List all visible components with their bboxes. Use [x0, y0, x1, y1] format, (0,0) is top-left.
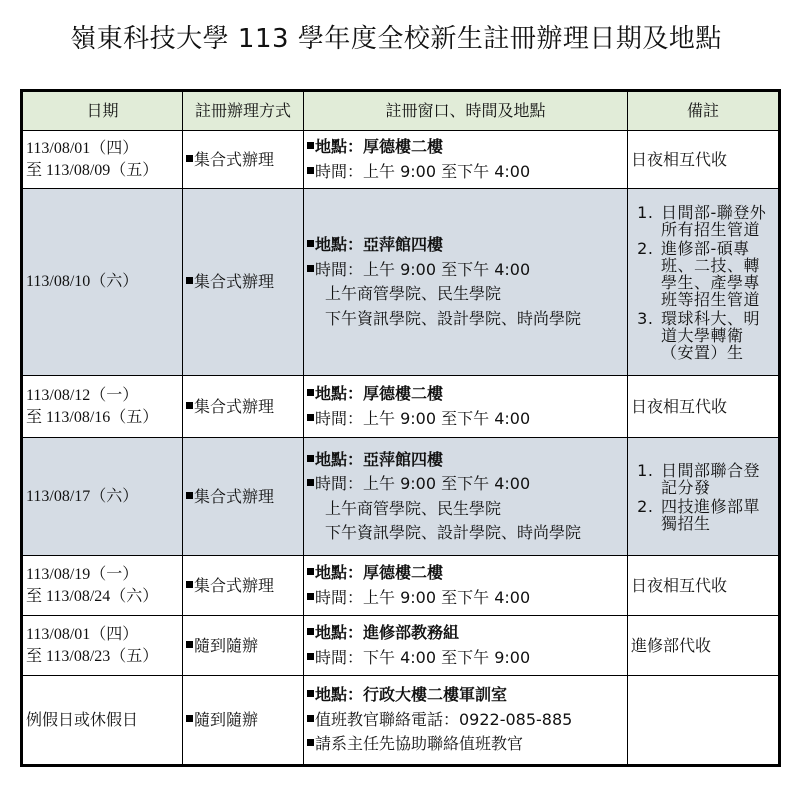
header-date: 日期: [22, 91, 183, 131]
location-text: 行政大樓二樓軍訓室: [363, 685, 508, 705]
time-line: [307, 586, 624, 611]
bullet-square-icon: [186, 155, 193, 162]
date-end: 至 113/08/24（六）: [26, 587, 159, 605]
time-text: 時間：上午 9:00 至下午 4:00: [315, 161, 531, 181]
bullet-square-icon: [307, 389, 314, 396]
note-cell: [628, 189, 780, 376]
method-text: 集合式辦理: [194, 486, 275, 506]
method-text: 隨到隨辦: [194, 635, 259, 655]
location-cell: [304, 376, 628, 438]
method-text: 集合式辦理: [194, 272, 275, 291]
instruction-text: 請系主任先協助聯絡值班教官: [315, 734, 524, 754]
bullet-square-icon: [186, 492, 193, 499]
note-item: 2. 進修部-碩專班、二技、轉學生、產學專班等招生管道: [659, 240, 775, 308]
method-text: 集合式辦理: [194, 575, 275, 595]
time-line: [307, 472, 624, 497]
table-row: [22, 376, 780, 438]
bullet-square-icon: [307, 739, 314, 746]
instruction-line: [307, 732, 624, 757]
table-row: [22, 189, 780, 376]
schedule-afternoon: 下午資訊學院、設計學院、時尚學院: [325, 308, 582, 328]
method-text: 集合式辦理: [194, 396, 275, 416]
bullet-square-icon: [186, 581, 193, 588]
location-line: [307, 135, 624, 160]
date-start: 113/08/12（一）: [26, 386, 139, 404]
date-cell: [22, 556, 183, 616]
bullet-square-icon: [307, 653, 314, 660]
header-notes: 備註: [628, 91, 780, 131]
location-line: [307, 233, 624, 258]
location-line: [307, 561, 624, 586]
date-cell: [22, 376, 183, 438]
note-cell: [628, 676, 780, 766]
date-start: 113/08/01（四）: [26, 625, 139, 643]
location-cell: [304, 189, 628, 376]
phone-text: 值班教官聯絡電話：0922-085-885: [315, 709, 573, 729]
location-label: 地點：: [315, 563, 364, 582]
location-label: 地點：: [315, 449, 364, 469]
note-cell: 日夜相互代收: [628, 131, 780, 189]
bullet-square-icon: [307, 715, 314, 722]
note-cell: 日夜相互代收: [628, 376, 780, 438]
location-text: 厚德樓二樓: [363, 384, 444, 403]
method-cell: [183, 376, 304, 438]
method-cell: [183, 556, 304, 616]
bullet-square-icon: [307, 455, 314, 462]
location-label: 地點：: [315, 623, 364, 642]
time-text: 時間：上午 9:00 至下午 4:00: [315, 408, 531, 428]
date-cell: 例假日或休假日: [22, 676, 183, 766]
location-cell: [304, 616, 628, 676]
location-text: 厚德樓二樓: [363, 137, 444, 156]
method-cell: [183, 616, 304, 676]
date-end: 至 113/08/09（五）: [26, 161, 159, 179]
time-line: [307, 407, 624, 432]
note-item: 1. 日間部-聯登外所有招生管道: [659, 204, 775, 238]
table-row: [22, 438, 780, 556]
location-text: 進修部教務組: [363, 623, 460, 642]
bullet-square-icon: [307, 240, 314, 247]
date-start: 113/08/17（六）: [26, 487, 139, 505]
location-label: 地點：: [315, 137, 364, 156]
location-label: 地點：: [315, 384, 364, 403]
method-text: 隨到隨辦: [194, 710, 259, 729]
method-cell: [183, 131, 304, 189]
phone-line: [307, 708, 624, 733]
location-cell: [304, 438, 628, 556]
table-header-row: [22, 91, 780, 131]
header-method: 註冊辦理方式: [183, 91, 304, 131]
method-cell: [183, 676, 304, 766]
bullet-square-icon: [186, 715, 193, 722]
method-text: 集合式辦理: [194, 149, 275, 169]
date-end: 至 113/08/16（五）: [26, 408, 159, 426]
time-text: 時間：上午 9:00 至下午 4:00: [315, 587, 531, 607]
note-item: 3. 環球科大、明道大學轉衛（安置）生: [659, 310, 775, 361]
date-start: 113/08/01（四）: [26, 139, 139, 157]
bullet-square-icon: [307, 265, 314, 272]
schedule-morning: 上午商管學院、民生學院: [325, 498, 502, 518]
location-line: [307, 621, 624, 646]
location-line: [307, 382, 624, 407]
date-end: 至 113/08/23（五）: [26, 647, 159, 665]
location-text: 亞萍館四樓: [363, 449, 444, 469]
note-cell: 日夜相互代收: [628, 556, 780, 616]
location-label: 地點：: [315, 685, 364, 705]
bullet-square-icon: [307, 690, 314, 697]
bullet-square-icon: [307, 142, 314, 149]
bullet-square-icon: [307, 414, 314, 421]
note-item: 2. 四技進修部單獨招生: [659, 498, 775, 532]
location-cell: [304, 556, 628, 616]
time-line: [307, 160, 624, 185]
registration-schedule-table: [20, 89, 781, 767]
bullet-square-icon: [307, 593, 314, 600]
notes-list: [631, 204, 775, 361]
date-cell: [22, 189, 183, 376]
schedule-morning: 上午商管學院、民生學院: [325, 284, 502, 303]
table-row: [22, 616, 780, 676]
bullet-square-icon: [307, 167, 314, 174]
bullet-square-icon: [307, 479, 314, 486]
date-start: 113/08/19（一）: [26, 565, 139, 583]
bullet-square-icon: [186, 402, 193, 409]
location-cell: [304, 676, 628, 766]
method-cell: [183, 438, 304, 556]
time-text: 時間：下午 4:00 至下午 9:00: [315, 647, 531, 667]
date-cell: [22, 438, 183, 556]
time-line: [307, 646, 624, 671]
time-text: 時間：上午 9:00 至下午 4:00: [315, 474, 531, 493]
date-start: 113/08/10（六）: [26, 273, 139, 290]
bullet-square-icon: [186, 641, 193, 648]
location-line: [307, 683, 624, 708]
location-line: [307, 448, 624, 473]
location-text: 厚德樓二樓: [363, 563, 444, 582]
location-text: 亞萍館四樓: [363, 235, 444, 254]
note-item: 1. 日間部聯合登記分發: [659, 462, 775, 496]
note-cell: [628, 438, 780, 556]
table-row: [22, 131, 780, 189]
location-cell: [304, 131, 628, 189]
note-cell: 進修部代收: [628, 616, 780, 676]
page-title: 嶺東科技大學 113 學年度全校新生註冊辦理日期及地點: [70, 24, 722, 54]
header-window: 註冊窗口、時間及地點: [304, 91, 628, 131]
time-line: [307, 258, 624, 283]
time-text: 時間：上午 9:00 至下午 4:00: [315, 259, 531, 279]
method-cell: [183, 189, 304, 376]
bullet-square-icon: [307, 568, 314, 575]
bullet-square-icon: [186, 277, 193, 284]
notes-list: [631, 462, 775, 532]
table-row: [22, 556, 780, 616]
date-cell: [22, 616, 183, 676]
table-row: [22, 676, 780, 766]
date-cell: [22, 131, 183, 189]
bullet-square-icon: [307, 628, 314, 635]
schedule-afternoon: 下午資訊學院、設計學院、時尚學院: [325, 523, 582, 542]
location-label: 地點：: [315, 235, 364, 254]
